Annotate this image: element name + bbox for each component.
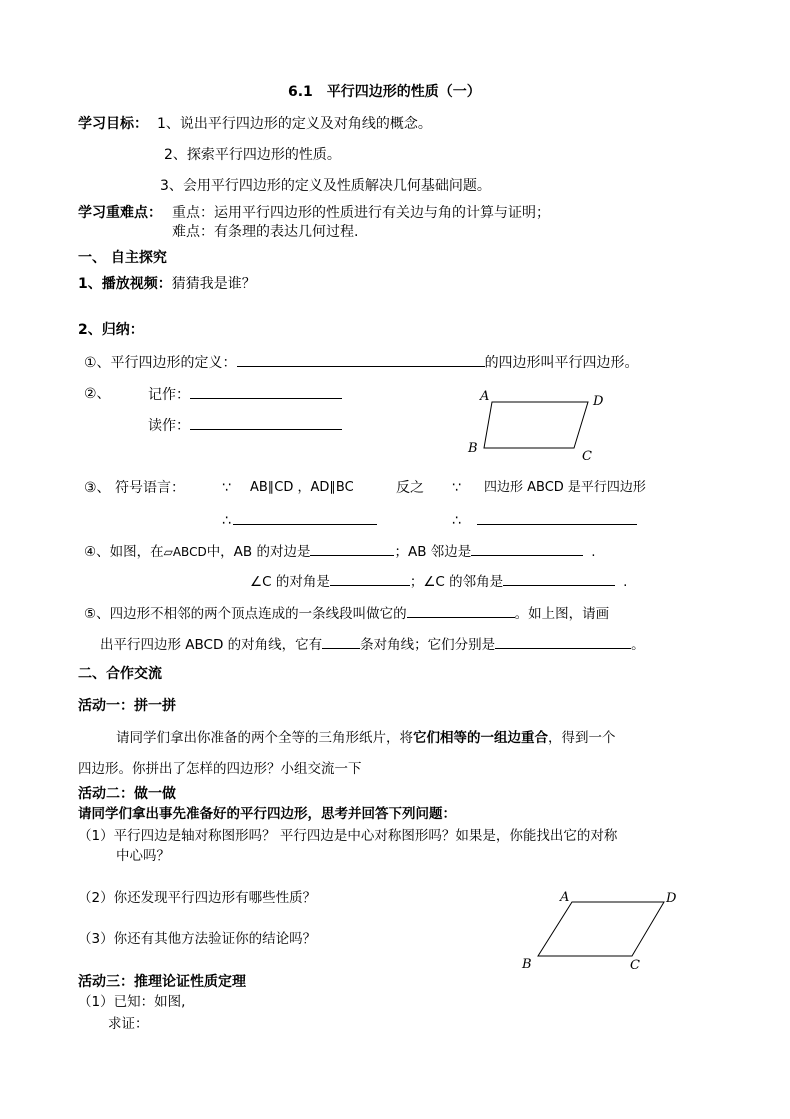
focus-label: 学习重难点： <box>78 205 162 221</box>
notation-write-label: 记作： <box>148 387 190 403</box>
activity1-text-c: 四边形。你拼出了怎样的四边形？小组交流一下 <box>78 761 362 777</box>
q4-angle-opposite-label: ∠C 的对角是 <box>250 574 330 590</box>
parallelogram-figure-1 <box>462 380 612 464</box>
q5-count-label: 出平行四边形 ABCD 的对角线，它有 <box>100 637 323 653</box>
goal-1: 1、说出平行四边形的定义及对角线的概念。 <box>157 116 432 132</box>
activity3-given: （1）已知：如图, <box>78 994 186 1010</box>
section1-heading: 一、 自主探究 <box>78 250 167 266</box>
symbol-condition: AB∥CD ，AD∥BC <box>250 480 354 495</box>
q4-prefix: ④、如图，在 <box>84 544 164 560</box>
activity2-q1b: 中心吗？ <box>116 848 170 864</box>
definition-row <box>84 352 639 373</box>
parallelogram-shape <box>484 402 588 448</box>
definition-blank[interactable] <box>237 352 485 367</box>
activity2-q2: （2）你还发现平行四边形有哪些性质？ <box>78 890 317 906</box>
q4-adjacent-label: ；AB 邻边是 <box>394 544 472 560</box>
q5-which-label: 条对角线；它们分别是 <box>360 637 496 653</box>
activity1-text-a: 请同学们拿出你准备的两个全等的三角形纸片，将 <box>116 730 413 746</box>
q4-row-2 <box>250 571 627 592</box>
focus-hard: 难点：有条理的表达几何过程. <box>172 224 359 240</box>
therefore-blank-2[interactable] <box>477 510 637 525</box>
vertex-a-label-2: A <box>560 890 570 905</box>
vertex-d-label-2: D <box>666 891 677 906</box>
q5-which-blank[interactable] <box>495 634 631 649</box>
symbol-row <box>84 478 185 498</box>
symbol-conversely: 反之 <box>396 480 424 496</box>
q5-count-blank[interactable] <box>322 634 360 649</box>
notation-read-label: 读作： <box>148 418 190 434</box>
symbol-prefix: ③、 符号语言： <box>84 480 186 496</box>
parallelogram-figure-2 <box>516 884 686 976</box>
q1-text: 猜猜我是谁？ <box>171 276 256 292</box>
vertex-b-label-2: B <box>522 957 532 972</box>
vertex-b-label: B <box>468 441 478 456</box>
activity2-q1a: （1）平行四边是轴对称图形吗？ 平行四边是中心对称图形吗？如果是，你能找出它的对称 <box>78 828 618 844</box>
goal-2: 2、探索平行四边形的性质。 <box>164 147 341 163</box>
activity1-text-b: ，得到一个 <box>548 730 616 746</box>
q4-opposite-blank[interactable] <box>310 541 394 556</box>
q4-period-1: . <box>591 544 596 560</box>
q5-prefix: ⑤、四边形不相邻的两个顶点连成的一条线段叫做它的 <box>84 606 407 622</box>
q5-suffix: 。如上图，请画 <box>514 606 610 622</box>
activity1-text-bold: 它们相等的一组边重合 <box>413 730 548 746</box>
activity2-intro: 请同学们拿出事先准备好的平行四边形，思考并回答下列问题： <box>78 806 456 822</box>
vertex-c-label: C <box>582 449 592 464</box>
notation-read-row <box>148 415 342 436</box>
q5-end: 。 <box>631 637 645 653</box>
q1-label: 1、播放视频： <box>78 276 172 292</box>
q4-adjacent-blank[interactable] <box>471 541 583 556</box>
therefore-symbol-1: ∴ <box>222 513 231 529</box>
therefore-row-2 <box>452 510 637 531</box>
q4-row-1 <box>84 541 596 562</box>
q4-angle-opposite-blank[interactable] <box>330 571 410 586</box>
q4-period-2: . <box>623 574 628 590</box>
q4-opposite-label: 中，AB 的对边是 <box>206 544 311 560</box>
therefore-blank-1[interactable] <box>233 510 377 525</box>
q5-term-blank[interactable] <box>407 603 515 618</box>
notation-number: ②、 <box>84 386 111 402</box>
vertex-a-label: A <box>480 389 490 404</box>
definition-suffix: 的四边形叫平行四边形。 <box>484 355 639 371</box>
parallelogram-shape-2 <box>538 902 664 956</box>
q5-row-2 <box>100 634 645 655</box>
definition-prefix: ①、平行四边形的定义： <box>84 355 237 371</box>
therefore-row-1 <box>222 510 377 531</box>
goals-label: 学习目标： <box>78 116 148 132</box>
notation-read-blank[interactable] <box>190 415 342 430</box>
vertex-c-label-2: C <box>630 958 640 973</box>
notation-write-blank[interactable] <box>190 384 342 399</box>
q2-label: 2、归纳： <box>78 322 144 338</box>
activity2-label: 活动二：做一做 <box>78 786 176 802</box>
activity2-q3: （3）你还有其他方法验证你的结论吗？ <box>78 931 317 947</box>
goal-3: 3、会用平行四边形的定义及性质解决几何基础问题。 <box>160 178 491 194</box>
notation-write-row <box>148 384 342 405</box>
therefore-symbol-2: ∴ <box>452 513 461 529</box>
q4-angle-adjacent-label: ；∠C 的邻角是 <box>409 574 504 590</box>
activity3-label: 活动三：推理论证性质定理 <box>78 974 246 990</box>
page-title: 6.1 平行四边形的性质（一） <box>288 84 481 100</box>
focus-key: 重点：运用平行四边形的性质进行有关边与角的计算与证明； <box>172 205 550 221</box>
symbol-statement: 四边形 ABCD 是平行四边形 <box>484 480 646 495</box>
activity3-prove: 求证： <box>108 1016 149 1032</box>
activity1-text-row <box>116 728 616 748</box>
q4-angle-adjacent-blank[interactable] <box>503 571 615 586</box>
parallelogram-symbol: ▱ABCD <box>163 545 207 559</box>
symbol-because-1: ∵ <box>222 480 231 496</box>
section2-heading: 二、合作交流 <box>78 666 162 682</box>
q5-row-1 <box>84 603 609 624</box>
symbol-because-2: ∵ <box>452 480 461 496</box>
vertex-d-label: D <box>593 394 604 409</box>
q1 <box>78 274 256 294</box>
activity1-label: 活动一：拼一拼 <box>78 698 176 714</box>
